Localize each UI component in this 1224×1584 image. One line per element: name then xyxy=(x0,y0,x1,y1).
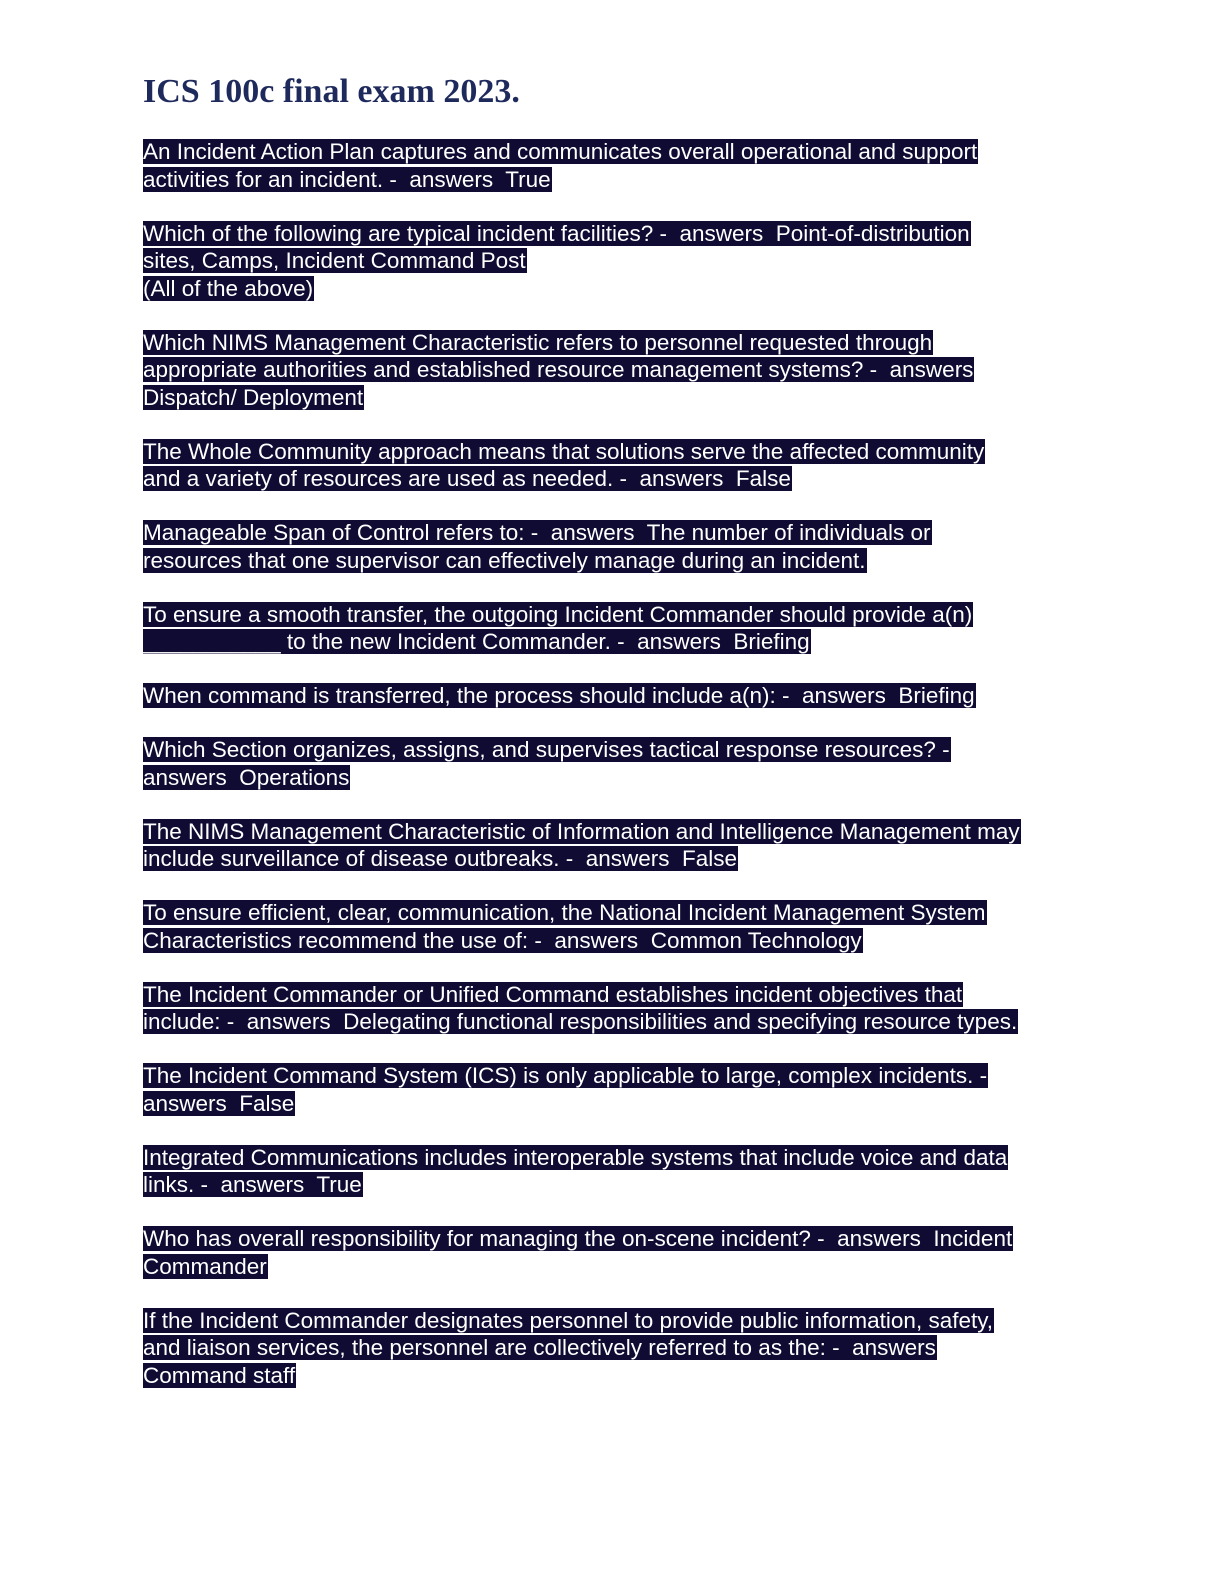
question-answer-line xyxy=(143,845,1083,873)
question-answer-item xyxy=(143,138,1083,193)
highlighted-text: resources that one supervisor can effectively manage during an incident. xyxy=(143,547,866,573)
question-answer-item xyxy=(143,1062,1083,1117)
question-answer-item xyxy=(143,736,1083,791)
question-answer-line xyxy=(143,682,1083,710)
highlighted-text: ___________ to the new Incident Commander. - answers Briefing xyxy=(143,629,810,654)
question-answer-item xyxy=(143,601,1083,656)
highlighted-text: answers False xyxy=(143,1090,295,1116)
highlighted-text: Characteristics recommend the use of: - answers Common Technology xyxy=(143,927,862,953)
highlighted-text: answers Operations xyxy=(143,764,350,790)
question-answer-line xyxy=(143,519,1083,547)
question-answer-line xyxy=(143,438,1083,466)
question-answer-item xyxy=(143,438,1083,493)
highlighted-text: If the Incident Commander designates personnel to provide public information, safety, xyxy=(143,1307,994,1333)
question-answer-item xyxy=(143,329,1083,412)
question-answer-line xyxy=(143,764,1083,792)
highlighted-text: An Incident Action Plan captures and communicates overall operational and support xyxy=(143,139,978,164)
question-answer-line xyxy=(143,1144,1083,1172)
question-answer-line xyxy=(143,1171,1083,1199)
question-answer-line xyxy=(143,166,1083,194)
highlighted-text: include surveillance of disease outbreaks. - answers False xyxy=(143,846,738,871)
highlighted-text: Who has overall responsibility for managing the on-scene incident? - answers Incident xyxy=(143,1226,1013,1251)
question-answer-item xyxy=(143,899,1083,954)
highlighted-text: The NIMS Management Characteristic of Information and Intelligence Management may xyxy=(143,818,1020,844)
question-answer-line xyxy=(143,329,1083,357)
question-answer-line xyxy=(143,601,1083,629)
highlighted-text: Dispatch/ Deployment xyxy=(143,384,364,410)
question-answer-line xyxy=(143,818,1083,846)
question-answer-item xyxy=(143,1225,1083,1280)
highlighted-text: Which Section organizes, assigns, and supervises tactical response resources? - xyxy=(143,737,950,762)
question-answer-line xyxy=(143,247,1083,275)
question-answer-line xyxy=(143,1334,1083,1362)
document-title: ICS 100c final exam 2023. xyxy=(143,73,520,110)
question-answer-line xyxy=(143,356,1083,384)
question-answer-item xyxy=(143,818,1083,873)
highlighted-text: The Incident Command System (ICS) is only applicable to large, complex incidents. - xyxy=(143,1063,988,1088)
question-answer-line xyxy=(143,1362,1083,1390)
question-answer-line xyxy=(143,384,1083,412)
highlighted-text: sites, Camps, Incident Command Post xyxy=(143,248,526,273)
question-answer-line xyxy=(143,736,1083,764)
highlighted-text: and liaison services, the personnel are collectively referred to as the: - answers xyxy=(143,1335,936,1360)
question-answer-list xyxy=(143,138,1083,1389)
question-answer-line xyxy=(143,899,1083,927)
highlighted-text: and a variety of resources are used as needed. - answers False xyxy=(143,466,791,491)
highlighted-text: When command is transferred, the process should include a(n): - answers Briefing xyxy=(143,683,975,708)
highlighted-text: The Incident Commander or Unified Command establishes incident objectives that xyxy=(143,981,963,1007)
question-answer-item xyxy=(143,519,1083,574)
question-answer-line xyxy=(143,981,1083,1009)
question-answer-item xyxy=(143,682,1083,710)
highlighted-text: appropriate authorities and established resource management systems? - answers xyxy=(143,357,974,382)
question-answer-item xyxy=(143,1307,1083,1390)
highlighted-text: Integrated Communications includes interoperable systems that include voice and data xyxy=(143,1144,1008,1170)
document-page xyxy=(143,68,1083,1416)
question-answer-line xyxy=(143,547,1083,575)
question-answer-line xyxy=(143,1225,1083,1253)
question-answer-line xyxy=(143,1062,1083,1090)
highlighted-text: Commander xyxy=(143,1253,267,1279)
question-answer-item xyxy=(143,981,1083,1036)
highlighted-text: To ensure efficient, clear, communication, the National Incident Management System xyxy=(143,900,986,925)
highlighted-text: Command staff xyxy=(143,1362,296,1388)
highlighted-text: Which NIMS Management Characteristic refers to personnel requested through xyxy=(143,329,933,355)
question-answer-line xyxy=(143,1090,1083,1118)
highlighted-text: Which of the following are typical incident facilities? - answers Point-of-distribution xyxy=(143,220,970,246)
question-answer-line xyxy=(143,1307,1083,1335)
highlighted-text: links. - answers True xyxy=(143,1172,362,1197)
question-answer-line xyxy=(143,927,1083,955)
question-answer-line xyxy=(143,138,1083,166)
highlighted-text: activities for an incident. - answers True xyxy=(143,166,551,192)
question-answer-line xyxy=(143,220,1083,248)
question-answer-line xyxy=(143,628,1083,656)
question-answer-item xyxy=(143,220,1083,303)
highlighted-text: To ensure a smooth transfer, the outgoing Incident Commander should provide a(n) xyxy=(143,601,973,627)
highlighted-text: Manageable Span of Control refers to: - answers The number of individuals or xyxy=(143,520,931,545)
question-answer-item xyxy=(143,1144,1083,1199)
question-answer-line xyxy=(143,465,1083,493)
highlighted-text: (All of the above) xyxy=(143,275,314,301)
question-answer-line xyxy=(143,275,1083,303)
highlighted-text: The Whole Community approach means that solutions serve the affected community xyxy=(143,438,985,464)
highlighted-text: include: - answers Delegating functional responsibilities and specifying resource types. xyxy=(143,1009,1018,1034)
question-answer-line xyxy=(143,1008,1083,1036)
question-answer-line xyxy=(143,1253,1083,1281)
